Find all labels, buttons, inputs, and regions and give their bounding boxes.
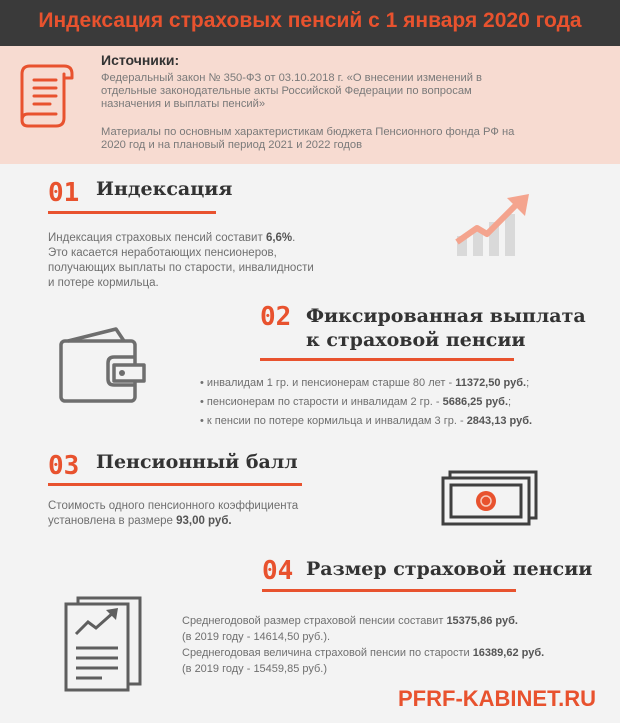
header-bar: [0, 0, 620, 46]
old-age-pension-2019-label: (в 2019 году -: [182, 663, 254, 675]
section-title-pension-size: Размер страховой пенсии: [306, 558, 593, 580]
indexation-percent: 6,6%: [265, 232, 293, 244]
old-age-pension-label: Среднегодовая величина страховой пенсии по старости: [182, 647, 473, 659]
pension-size-text: [182, 613, 544, 677]
source-budget: [101, 126, 561, 152]
punct: ): [323, 663, 328, 675]
section-title-fixed-payment: [306, 304, 586, 352]
section-underline: [48, 211, 216, 214]
indexation-line: и потере кормильца.: [48, 277, 159, 289]
section-number-04: 04: [262, 556, 294, 586]
fixed-payment-list: [200, 374, 532, 431]
section-title-indexation: Индексация: [96, 178, 233, 200]
source-law: [101, 72, 561, 111]
growth-chart-icon: [455, 192, 533, 258]
avg-pension-label: Среднегодовой размер страховой пенсии составит: [182, 615, 447, 627]
list-item: • пенсионерам по старости и инвалидам 2 гр. - 5686,25 руб.;: [200, 396, 512, 408]
list-item-text: к пенсии по потере кормильца и инвалидам 3 гр. -: [206, 415, 467, 427]
list-item: • инвалидам 1 гр. и пенсионерам старше 80 лет - 11372,50 руб.;: [200, 377, 530, 389]
avg-pension-2019-value: 14614,50 руб.: [253, 631, 324, 643]
indexation-line: получающих выплаты по старости, инвалидности: [48, 262, 314, 274]
section-underline: [260, 358, 514, 361]
document-scroll-icon: [18, 60, 76, 132]
list-item-value: 5686,25 руб.: [442, 396, 509, 408]
indexation-text: Индексация страховых пенсий составит 6,6%. Это касается неработающих пенсионеров, получающих выплаты по старости, инвалидности и потере кормильца.: [48, 232, 314, 289]
old-age-pension-value: 16389,62 руб.: [472, 647, 545, 659]
section-underline: [262, 589, 516, 592]
source-budget-line: 2020 год и на плановый период 2021 и 2022 годов: [101, 139, 363, 151]
list-item-text: пенсионерам по старости и инвалидам 2 гр. -: [206, 396, 443, 408]
sources-title: Источники:: [101, 52, 180, 68]
avg-pension-value: 15375,86 руб.: [446, 615, 518, 627]
indexation-line: Это касается неработающих пенсионеров,: [48, 247, 277, 259]
punct: ).: [323, 631, 331, 643]
avg-pension-2019-label: (в 2019 году -: [182, 631, 254, 643]
pension-point-text: [48, 499, 298, 529]
title-line: Фиксированная выплата: [306, 305, 586, 327]
section-number-03: 03: [48, 451, 80, 481]
source-law-line: Федеральный закон № 350-ФЗ от 03.10.2018 г. «О внесении изменений в: [101, 72, 482, 84]
list-item-text: инвалидам 1 гр. и пенсионерам старше 80 лет -: [206, 377, 456, 389]
site-watermark: PFRF-KABINET.RU: [398, 686, 596, 711]
old-age-pension-2019-value: 15459,85 руб.: [253, 663, 324, 675]
list-item-value: 2843,13 руб.: [466, 415, 533, 427]
pension-point-text-a: установлена в размере: [48, 515, 177, 527]
section-underline: [48, 483, 302, 486]
section-number-01: 01: [48, 178, 80, 208]
section-number-02: 02: [260, 302, 292, 332]
section-title-pension-point: Пенсионный балл: [96, 451, 298, 473]
banknote-icon: [440, 470, 540, 526]
page-title: Индексация страховых пенсий с 1 января 2020 года: [38, 9, 582, 32]
report-document-icon: [62, 596, 144, 692]
pension-point-line: Стоимость одного пенсионного коэффициента: [48, 500, 299, 512]
wallet-icon: [58, 325, 150, 405]
list-item-value: 11372,50 руб.: [455, 377, 527, 389]
list-item: • к пенсии по потере кормильца и инвалидам 3 гр. - 2843,13 руб.: [200, 415, 533, 427]
source-budget-line: Материалы по основным характеристикам бюджета Пенсионного фонда РФ на: [101, 126, 515, 138]
source-law-line: отдельные законодательные акты Российской Федерации по вопросам: [101, 85, 472, 97]
source-law-line: назначения и выплаты пенсий»: [101, 98, 266, 110]
pension-point-value: 93,00 руб.: [176, 515, 232, 527]
indexation-text-a: Индексация страховых пенсий составит: [48, 232, 266, 244]
title-line: к страховой пенсии: [306, 329, 526, 351]
sources-panel: [0, 46, 620, 164]
